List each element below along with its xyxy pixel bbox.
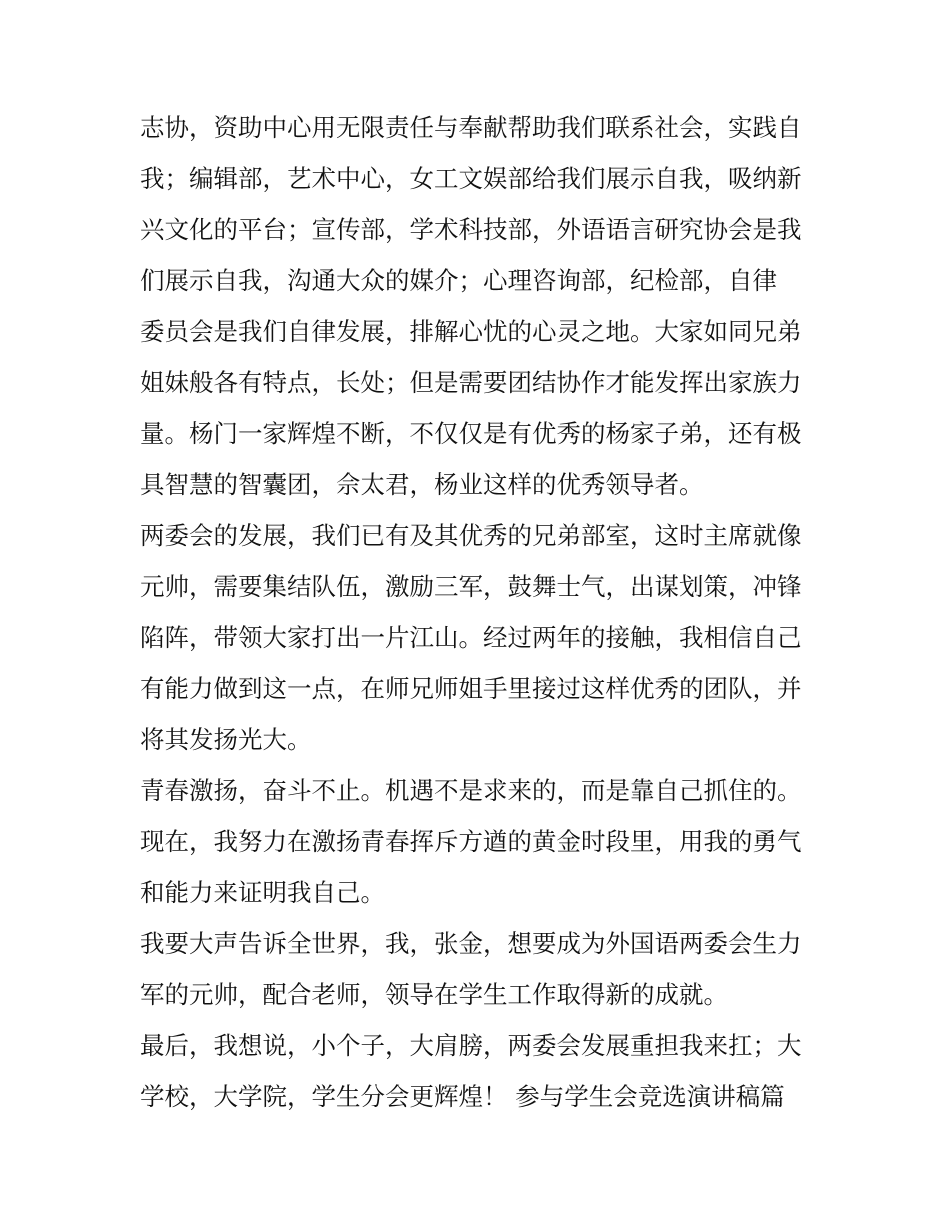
text-line: 我要大声告诉全世界，我，张金，想要成为外国语两委会生力: [140, 929, 802, 958]
text-line: 两委会的发展，我们已有及其优秀的兄弟部室，这时主席就像: [140, 521, 802, 550]
text-line: 和能力来证明我自己。: [140, 878, 385, 907]
text-line: 军的元帅，配合老师，领导在学生工作取得新的成就。: [140, 980, 728, 1009]
text-line: 陷阵，带领大家打出一片江山。经过两年的接触，我相信自己: [140, 623, 802, 652]
text-line: 志协，资助中心用无限责任与奉献帮助我们联系社会，实践自: [140, 113, 802, 142]
text-line: 青春激扬，奋斗不止。机遇不是求来的，而是靠自己抓住的。: [140, 776, 802, 805]
text-line: 委员会是我们自律发展，排解心忧的心灵之地。大家如同兄弟: [140, 317, 802, 346]
text-line: 们展示自我，沟通大众的媒介；心理咨询部，纪检部，自律: [140, 266, 777, 295]
document-body: [140, 102, 820, 1122]
text-line: 具智慧的智囊团，佘太君，杨业这样的优秀领导者。: [140, 470, 704, 499]
text-line: 我；编辑部，艺术中心，女工文娱部给我们展示自我，吸纳新: [140, 164, 802, 193]
text-line: 元帅，需要集结队伍，激励三军，鼓舞士气，出谋划策，冲锋: [140, 572, 802, 601]
text-line: 将其发扬光大。: [140, 725, 312, 754]
text-line: 兴文化的平台；宣传部，学术科技部，外语语言研究协会是我: [140, 215, 802, 244]
text-line: 学校，大学院，学生分会更辉煌！ 参与学生会竞选演讲稿篇: [140, 1082, 785, 1111]
text-line: 现在，我努力在激扬青春挥斥方遒的黄金时段里，用我的勇气: [140, 827, 802, 856]
text-line: 有能力做到这一点，在师兄师姐手里接过这样优秀的团队，并: [140, 674, 802, 703]
text-line: 姐妹般各有特点，长处；但是需要团结协作才能发挥出家族力: [140, 368, 802, 397]
text-line: 量。杨门一家辉煌不断，不仅仅是有优秀的杨家子弟，还有极: [140, 419, 802, 448]
text-line: 最后，我想说，小个子，大肩膀，两委会发展重担我来扛；大: [140, 1031, 802, 1060]
